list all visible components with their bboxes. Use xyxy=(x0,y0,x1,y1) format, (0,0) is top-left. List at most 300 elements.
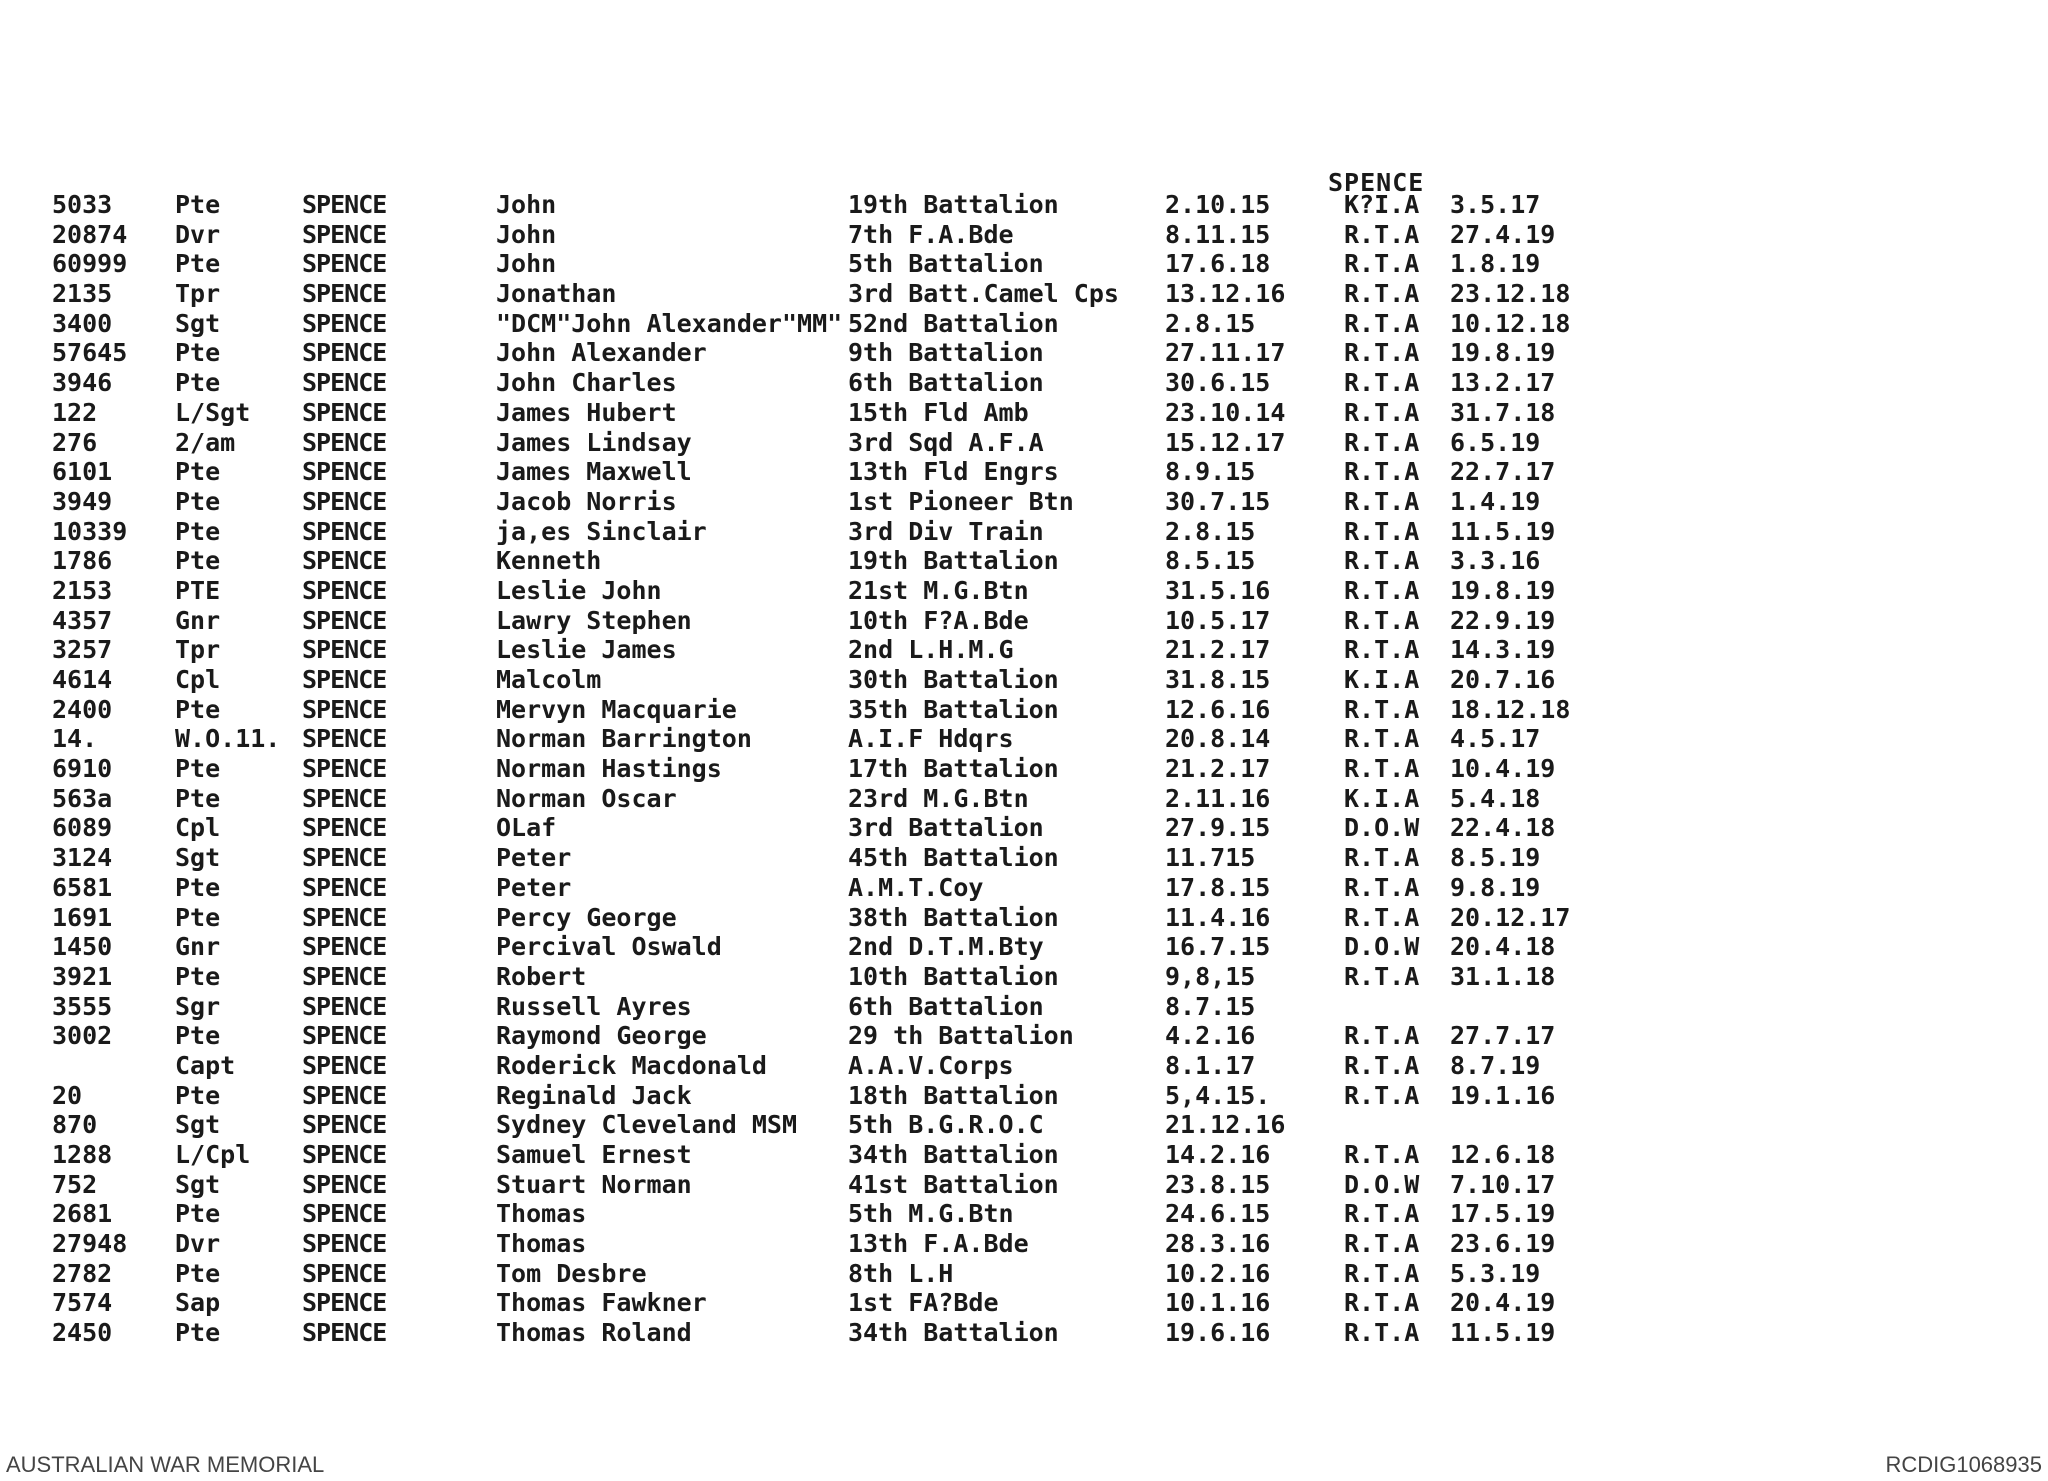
rank: Pte xyxy=(175,902,221,932)
service-number: 752 xyxy=(52,1169,98,1199)
roll-entry xyxy=(0,992,2048,1022)
rank: Sgt xyxy=(175,1169,221,1199)
roll-entry xyxy=(0,606,2048,636)
service-number: 2135 xyxy=(52,279,113,309)
surname: SPENCE xyxy=(302,991,387,1021)
roll-entry xyxy=(0,1259,2048,1289)
rank: Pte xyxy=(175,1080,221,1110)
unit: 10th F?A.Bde xyxy=(848,605,1029,635)
rank: Pte xyxy=(175,516,221,546)
surname: SPENCE xyxy=(302,872,387,902)
given-names: Roderick Macdonald xyxy=(496,1050,767,1080)
roll-entry xyxy=(0,1199,2048,1229)
fate-date: 18.12.18 xyxy=(1450,694,1571,724)
fate-date: 22.7.17 xyxy=(1450,457,1556,487)
roll-entry xyxy=(0,1110,2048,1140)
given-names: Peter xyxy=(496,843,572,873)
service-number: 2782 xyxy=(52,1258,113,1288)
enlistment-date: 20.8.14 xyxy=(1165,724,1271,754)
rank: W.O.11. xyxy=(175,724,281,754)
roll-entry xyxy=(0,249,2048,279)
rank: Cpl xyxy=(175,813,221,843)
service-number: 6581 xyxy=(52,872,113,902)
service-number: 4614 xyxy=(52,665,113,694)
enlistment-date: 21.2.17 xyxy=(1165,754,1271,784)
service-number: 3949 xyxy=(52,486,113,516)
unit: 6th Battalion xyxy=(848,368,1044,398)
roll-entry xyxy=(0,279,2048,309)
fate-date: 9.8.19 xyxy=(1450,872,1541,902)
unit: A.I.F Hdqrs xyxy=(848,724,1014,754)
enlistment-date: 31.8.15 xyxy=(1165,665,1271,694)
enlistment-date: 27.11.17 xyxy=(1165,338,1286,368)
unit: 2nd D.T.M.Bty xyxy=(848,932,1044,962)
given-names: Norman Hastings xyxy=(496,754,722,784)
fate-date: 11.5.19 xyxy=(1450,1318,1556,1348)
service-number: 57645 xyxy=(52,338,128,368)
fate: R.T.A xyxy=(1344,486,1420,516)
fate-date: 7.10.17 xyxy=(1450,1169,1556,1199)
surname: SPENCE xyxy=(302,961,387,991)
fate-date: 20.4.18 xyxy=(1450,932,1556,962)
service-number: 6089 xyxy=(52,813,113,843)
rank: Sgt xyxy=(175,308,221,338)
fate: R.T.A xyxy=(1344,635,1420,665)
fate: R.T.A xyxy=(1344,397,1420,427)
fate: R.T.A xyxy=(1344,368,1420,398)
unit: 29 th Battalion xyxy=(848,1021,1074,1051)
rank: Pte xyxy=(175,1199,221,1229)
roll-entry xyxy=(0,309,2048,339)
enlistment-date: 11.4.16 xyxy=(1165,902,1271,932)
fate: K.I.A xyxy=(1344,783,1420,813)
fate: R.T.A xyxy=(1344,575,1420,605)
unit: 8th L.H xyxy=(848,1258,954,1288)
fate-date: 20.7.16 xyxy=(1450,665,1556,694)
roll-entry xyxy=(0,338,2048,368)
enlistment-date: 9,8,15 xyxy=(1165,961,1256,991)
rank: Pte xyxy=(175,338,221,368)
unit: 3rd Sqd A.F.A xyxy=(848,427,1044,457)
rank: Gnr xyxy=(175,605,221,635)
fate: R.T.A xyxy=(1344,1050,1420,1080)
unit: 34th Battalion xyxy=(848,1318,1059,1348)
given-names: Thomas xyxy=(496,1199,587,1229)
surname: SPENCE xyxy=(302,694,387,724)
roll-entry xyxy=(0,813,2048,843)
unit: 45th Battalion xyxy=(848,843,1059,873)
surname: SPENCE xyxy=(302,1199,387,1229)
roll-entry xyxy=(0,784,2048,814)
given-names: James Lindsay xyxy=(496,427,692,457)
given-names: John xyxy=(496,249,557,279)
surname: SPENCE xyxy=(302,368,387,398)
roll-entry xyxy=(0,724,2048,754)
service-number: 3124 xyxy=(52,843,113,873)
roll-entry xyxy=(0,695,2048,725)
fate: R.T.A xyxy=(1344,219,1420,249)
fate: R.T.A xyxy=(1344,1318,1420,1348)
unit: 3rd Battalion xyxy=(848,813,1044,843)
given-names: Reginald Jack xyxy=(496,1080,692,1110)
roll-entry xyxy=(0,576,2048,606)
roll-entry xyxy=(0,1140,2048,1170)
given-names: James Hubert xyxy=(496,397,677,427)
fate: R.T.A xyxy=(1344,1140,1420,1169)
given-names: Lawry Stephen xyxy=(496,605,692,635)
surname: SPENCE xyxy=(302,1140,387,1169)
given-names: Kenneth xyxy=(496,546,602,576)
unit: 6th Battalion xyxy=(848,991,1044,1021)
fate: R.T.A xyxy=(1344,338,1420,368)
enlistment-date: 31.5.16 xyxy=(1165,575,1271,605)
surname: SPENCE xyxy=(302,1169,387,1199)
fate-date: 13.2.17 xyxy=(1450,368,1556,398)
service-number: 3002 xyxy=(52,1021,113,1051)
enlistment-date: 2.8.15 xyxy=(1165,308,1256,338)
rank: Pte xyxy=(175,783,221,813)
service-number: 3921 xyxy=(52,961,113,991)
fate-date: 31.7.18 xyxy=(1450,397,1556,427)
rank: L/Cpl xyxy=(175,1140,251,1169)
fate-date: 1.8.19 xyxy=(1450,249,1541,279)
roll-entry xyxy=(0,1318,2048,1348)
service-number: 870 xyxy=(52,1110,98,1140)
fate: R.T.A xyxy=(1344,1258,1420,1288)
surname: SPENCE xyxy=(302,457,387,487)
given-names: John Charles xyxy=(496,368,677,398)
unit: 23rd M.G.Btn xyxy=(848,783,1029,813)
unit: 5th B.G.R.O.C xyxy=(848,1110,1044,1140)
enlistment-date: 2.10.15 xyxy=(1165,190,1271,219)
given-names: Jacob Norris xyxy=(496,486,677,516)
service-number: 6910 xyxy=(52,754,113,784)
enlistment-date: 5,4.15. xyxy=(1165,1080,1271,1110)
enlistment-date: 2.8.15 xyxy=(1165,516,1256,546)
service-number: 1691 xyxy=(52,902,113,932)
unit: 9th Battalion xyxy=(848,338,1044,368)
rank: Sgt xyxy=(175,843,221,873)
surname: SPENCE xyxy=(302,1110,387,1140)
unit: 17th Battalion xyxy=(848,754,1059,784)
fate-date: 3.5.17 xyxy=(1450,190,1541,219)
rank: Pte xyxy=(175,368,221,398)
service-number: 1786 xyxy=(52,546,113,576)
given-names: Percival Oswald xyxy=(496,932,722,962)
surname: SPENCE xyxy=(302,754,387,784)
given-names: John Alexander xyxy=(496,338,707,368)
surname: SPENCE xyxy=(302,1229,387,1259)
surname: SPENCE xyxy=(302,1288,387,1318)
fate-date: 19.8.19 xyxy=(1450,338,1556,368)
roll-entry xyxy=(0,1229,2048,1259)
rank: PTE xyxy=(175,575,221,605)
enlistment-date: 30.6.15 xyxy=(1165,368,1271,398)
surname: SPENCE xyxy=(302,546,387,576)
surname: SPENCE xyxy=(302,190,387,219)
nominal-roll xyxy=(0,190,2048,1348)
roll-entry xyxy=(0,903,2048,933)
service-number: 5033 xyxy=(52,190,113,219)
fate-date: 22.9.19 xyxy=(1450,605,1556,635)
roll-entry xyxy=(0,1288,2048,1318)
given-names: Mervyn Macquarie xyxy=(496,694,737,724)
surname: SPENCE xyxy=(302,902,387,932)
fate: R.T.A xyxy=(1344,1199,1420,1229)
fate-date: 23.12.18 xyxy=(1450,279,1571,309)
enlistment-date: 12.6.16 xyxy=(1165,694,1271,724)
surname: SPENCE xyxy=(302,932,387,962)
roll-entry xyxy=(0,190,2048,220)
unit: 52nd Battalion xyxy=(848,308,1059,338)
unit: 5th Battalion xyxy=(848,249,1044,279)
archive-reference: RCDIG1068935 xyxy=(1885,1452,2042,1477)
service-number: 20874 xyxy=(52,219,128,249)
roll-entry xyxy=(0,398,2048,428)
roll-entry xyxy=(0,873,2048,903)
service-number: 3555 xyxy=(52,991,113,1021)
service-number: 276 xyxy=(52,427,98,457)
service-number: 3257 xyxy=(52,635,113,665)
unit: 15th Fld Amb xyxy=(848,397,1029,427)
enlistment-date: 23.10.14 xyxy=(1165,397,1286,427)
given-names: OLaf xyxy=(496,813,557,843)
rank: Gnr xyxy=(175,932,221,962)
unit: 18th Battalion xyxy=(848,1080,1059,1110)
surname: SPENCE xyxy=(302,486,387,516)
roll-entry xyxy=(0,635,2048,665)
fate: R.T.A xyxy=(1344,872,1420,902)
rank: Pte xyxy=(175,961,221,991)
unit: A.A.V.Corps xyxy=(848,1050,1014,1080)
fate-date: 23.6.19 xyxy=(1450,1229,1556,1259)
unit: 34th Battalion xyxy=(848,1140,1059,1169)
fate-date: 22.4.18 xyxy=(1450,813,1556,843)
roll-entry xyxy=(0,517,2048,547)
surname: SPENCE xyxy=(302,219,387,249)
service-number: 563a xyxy=(52,783,113,813)
fate-date: 10.12.18 xyxy=(1450,308,1571,338)
given-names: Jonathan xyxy=(496,279,617,309)
fate: R.T.A xyxy=(1344,902,1420,932)
given-names: Thomas Fawkner xyxy=(496,1288,707,1318)
roll-entry xyxy=(0,428,2048,458)
surname: SPENCE xyxy=(302,843,387,873)
rank: Pte xyxy=(175,546,221,576)
enlistment-date: 8.7.15 xyxy=(1165,991,1256,1021)
enlistment-date: 11.715 xyxy=(1165,843,1256,873)
service-number: 2400 xyxy=(52,694,113,724)
fate: K.I.A xyxy=(1344,665,1420,694)
fate: R.T.A xyxy=(1344,1021,1420,1051)
given-names: Peter xyxy=(496,872,572,902)
unit: 38th Battalion xyxy=(848,902,1059,932)
service-number: 6101 xyxy=(52,457,113,487)
surname: SPENCE xyxy=(302,308,387,338)
roll-entry xyxy=(0,843,2048,873)
surname: SPENCE xyxy=(302,813,387,843)
given-names: Thomas xyxy=(496,1229,587,1259)
fate: R.T.A xyxy=(1344,249,1420,279)
enlistment-date: 27.9.15 xyxy=(1165,813,1271,843)
fate: R.T.A xyxy=(1344,1080,1420,1110)
roll-entry xyxy=(0,457,2048,487)
enlistment-date: 13.12.16 xyxy=(1165,279,1286,309)
service-number: 2153 xyxy=(52,575,113,605)
surname: SPENCE xyxy=(302,397,387,427)
fate-date: 4.5.17 xyxy=(1450,724,1541,754)
archive-credit: AUSTRALIAN WAR MEMORIAL xyxy=(6,1452,325,1477)
enlistment-date: 28.3.16 xyxy=(1165,1229,1271,1259)
roll-entry xyxy=(0,1170,2048,1200)
enlistment-date: 10.1.16 xyxy=(1165,1288,1271,1318)
enlistment-date: 2.11.16 xyxy=(1165,783,1271,813)
given-names: Stuart Norman xyxy=(496,1169,692,1199)
unit: 13th F.A.Bde xyxy=(848,1229,1029,1259)
fate: R.T.A xyxy=(1344,308,1420,338)
fate: R.T.A xyxy=(1344,754,1420,784)
given-names: Robert xyxy=(496,961,587,991)
fate: R.T.A xyxy=(1344,516,1420,546)
fate-date: 20.4.19 xyxy=(1450,1288,1556,1318)
surname: SPENCE xyxy=(302,427,387,457)
surname: SPENCE xyxy=(302,1318,387,1348)
roll-entry xyxy=(0,665,2048,695)
fate-date: 19.8.19 xyxy=(1450,575,1556,605)
roll-entry xyxy=(0,368,2048,398)
surname: SPENCE xyxy=(302,575,387,605)
fate: D.O.W xyxy=(1344,1169,1420,1199)
enlistment-date: 24.6.15 xyxy=(1165,1199,1271,1229)
rank: Pte xyxy=(175,1318,221,1348)
enlistment-date: 19.6.16 xyxy=(1165,1318,1271,1348)
service-number: 122 xyxy=(52,397,98,427)
enlistment-date: 30.7.15 xyxy=(1165,486,1271,516)
roll-entry xyxy=(0,546,2048,576)
unit: 19th Battalion xyxy=(848,190,1059,219)
rank: Cpl xyxy=(175,665,221,694)
given-names: ja,es Sinclair xyxy=(496,516,707,546)
fate: R.T.A xyxy=(1344,694,1420,724)
rank: Tpr xyxy=(175,635,221,665)
surname: SPENCE xyxy=(302,1050,387,1080)
surname-heading: SPENCE xyxy=(1328,168,1425,197)
given-names: James Maxwell xyxy=(496,457,692,487)
fate: R.T.A xyxy=(1344,724,1420,754)
enlistment-date: 23.8.15 xyxy=(1165,1169,1271,1199)
rank: Pte xyxy=(175,249,221,279)
enlistment-date: 8.5.15 xyxy=(1165,546,1256,576)
given-names: John xyxy=(496,190,557,219)
fate-date: 1.4.19 xyxy=(1450,486,1541,516)
service-number: 14. xyxy=(52,724,98,754)
fate-date: 12.6.18 xyxy=(1450,1140,1556,1169)
surname: SPENCE xyxy=(302,724,387,754)
fate: R.T.A xyxy=(1344,427,1420,457)
unit: 30th Battalion xyxy=(848,665,1059,694)
roll-entry xyxy=(0,1021,2048,1051)
rank: Pte xyxy=(175,486,221,516)
service-number: 1450 xyxy=(52,932,113,962)
given-names: Leslie James xyxy=(496,635,677,665)
fate: R.T.A xyxy=(1344,843,1420,873)
given-names: Samuel Ernest xyxy=(496,1140,692,1169)
fate-date: 27.4.19 xyxy=(1450,219,1556,249)
enlistment-date: 21.12.16 xyxy=(1165,1110,1286,1140)
service-number: 4357 xyxy=(52,605,113,635)
surname: SPENCE xyxy=(302,279,387,309)
rank: Pte xyxy=(175,694,221,724)
roll-entry xyxy=(0,1051,2048,1081)
rank: Pte xyxy=(175,872,221,902)
fate-date: 8.5.19 xyxy=(1450,843,1541,873)
given-names: Sydney Cleveland MSM xyxy=(496,1110,798,1140)
fate-date: 10.4.19 xyxy=(1450,754,1556,784)
fate-date: 31.1.18 xyxy=(1450,961,1556,991)
unit: 13th Fld Engrs xyxy=(848,457,1059,487)
enlistment-date: 10.5.17 xyxy=(1165,605,1271,635)
unit: 7th F.A.Bde xyxy=(848,219,1014,249)
unit: 10th Battalion xyxy=(848,961,1059,991)
rank: Sgt xyxy=(175,1110,221,1140)
service-number: 1288 xyxy=(52,1140,113,1169)
fate-date: 6.5.19 xyxy=(1450,427,1541,457)
rank: Pte xyxy=(175,1258,221,1288)
given-names: Leslie John xyxy=(496,575,662,605)
rank: Pte xyxy=(175,190,221,219)
roll-entry xyxy=(0,1081,2048,1111)
service-number: 27948 xyxy=(52,1229,128,1259)
service-number: 2681 xyxy=(52,1199,113,1229)
fate: R.T.A xyxy=(1344,961,1420,991)
service-number: 7574 xyxy=(52,1288,113,1318)
surname: SPENCE xyxy=(302,249,387,279)
surname: SPENCE xyxy=(302,783,387,813)
rank: Sgr xyxy=(175,991,221,1021)
enlistment-date: 17.8.15 xyxy=(1165,872,1271,902)
surname: SPENCE xyxy=(302,1080,387,1110)
fate-date: 8.7.19 xyxy=(1450,1050,1541,1080)
service-number: 3946 xyxy=(52,368,113,398)
rank: Capt xyxy=(175,1050,236,1080)
fate-date: 5.4.18 xyxy=(1450,783,1541,813)
given-names: Thomas Roland xyxy=(496,1318,692,1348)
rank: Sap xyxy=(175,1288,221,1318)
given-names: Russell Ayres xyxy=(496,991,692,1021)
rank: Pte xyxy=(175,754,221,784)
rank: Dvr xyxy=(175,219,221,249)
surname: SPENCE xyxy=(302,338,387,368)
fate: R.T.A xyxy=(1344,1229,1420,1259)
enlistment-date: 21.2.17 xyxy=(1165,635,1271,665)
fate: R.T.A xyxy=(1344,457,1420,487)
unit: 1st Pioneer Btn xyxy=(848,486,1074,516)
surname: SPENCE xyxy=(302,1258,387,1288)
enlistment-date: 10.2.16 xyxy=(1165,1258,1271,1288)
unit: 3rd Batt.Camel Cps xyxy=(848,279,1119,309)
unit: 3rd Div Train xyxy=(848,516,1044,546)
fate-date: 11.5.19 xyxy=(1450,516,1556,546)
unit: 1st FA?Bde xyxy=(848,1288,999,1318)
surname: SPENCE xyxy=(302,605,387,635)
surname: SPENCE xyxy=(302,665,387,694)
surname: SPENCE xyxy=(302,635,387,665)
roll-entry xyxy=(0,962,2048,992)
enlistment-date: 8.9.15 xyxy=(1165,457,1256,487)
fate-date: 14.3.19 xyxy=(1450,635,1556,665)
enlistment-date: 8.11.15 xyxy=(1165,219,1271,249)
roll-entry xyxy=(0,487,2048,517)
